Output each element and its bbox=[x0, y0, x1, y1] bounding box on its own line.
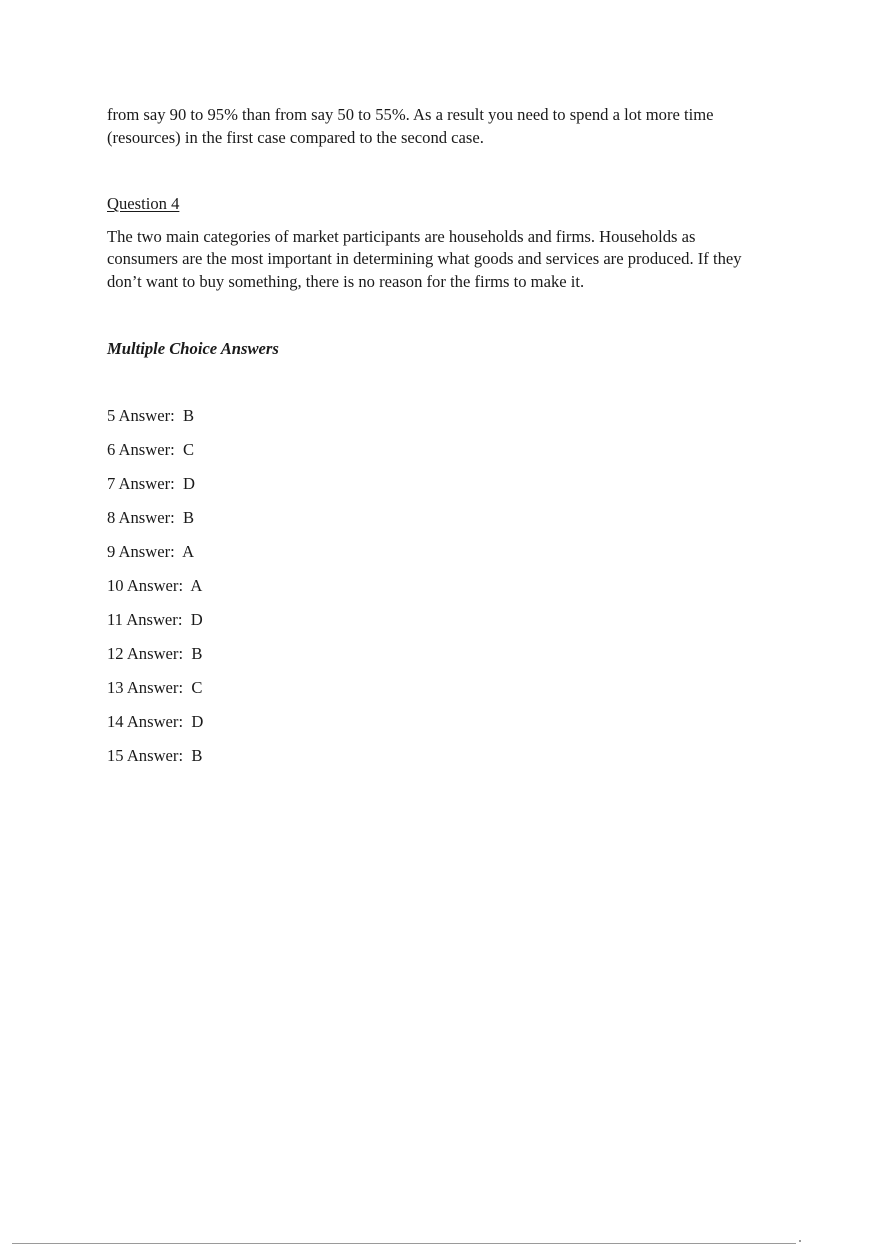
page-content bbox=[107, 104, 767, 779]
answer-item: 8 Answer: B bbox=[107, 507, 195, 527]
answer-item: 13 Answer: C bbox=[107, 677, 203, 697]
answer-item: 9 Answer: A bbox=[107, 541, 195, 561]
answer-item: 14 Answer: D bbox=[107, 711, 204, 731]
question-4-body: The two main categories of market participants are households and firms. Households as consumers are the most important in determining what goods and services are produced. If they don’t want to buy something, there is no reason for the firms to make it. bbox=[107, 226, 742, 291]
answer-item: 11 Answer: D bbox=[107, 609, 203, 629]
answer-item: 7 Answer: D bbox=[107, 473, 196, 493]
answer-item: 15 Answer: B bbox=[107, 745, 203, 765]
answer-item: 12 Answer: B bbox=[107, 643, 203, 663]
answer-item: 6 Answer: C bbox=[107, 439, 195, 459]
answer-item: 5 Answer: B bbox=[107, 405, 195, 425]
answer-list bbox=[107, 405, 767, 779]
multiple-choice-heading: Multiple Choice Answers bbox=[107, 339, 279, 358]
footer-mark bbox=[799, 1240, 801, 1242]
intro-paragraph: from say 90 to 95% than from say 50 to 55%. As a result you need to spend a lot more time (resources) in the first case compared to the second case. bbox=[107, 105, 714, 147]
footer-divider bbox=[12, 1243, 796, 1244]
question-4-heading: Question 4 bbox=[107, 194, 180, 213]
answer-item: 10 Answer: A bbox=[107, 575, 203, 595]
